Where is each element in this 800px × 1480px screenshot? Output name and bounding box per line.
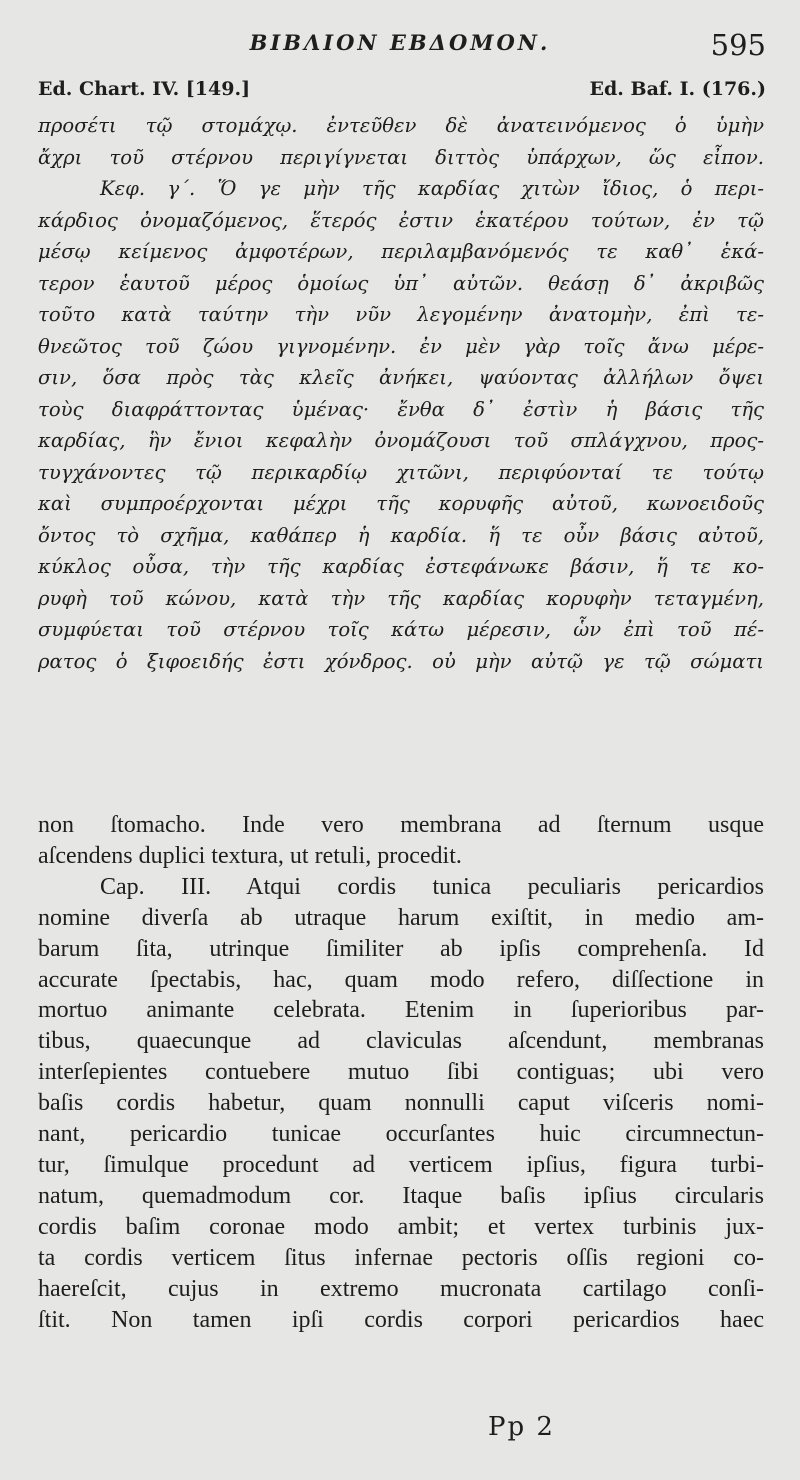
greek-line: ὄντος τὸ σχῆμα, καθάπερ ἡ καρδία. ἥ τε οὖν βάσις αὐτοῦ, <box>38 523 764 547</box>
greek-line: καὶ συμπροέρχονται μέχρι τῆς κορυφῆς αὐτοῦ, κωνοειδοῦς <box>38 492 764 515</box>
greek-line: τοὺς διαφράττοντας ὑμένας· ἔνθα δ᾽ ἐστὶν ἡ βάσις τῆς <box>38 397 764 421</box>
signature-mark: Pp 2 <box>488 1412 555 1442</box>
greek-line: κάρδιος ὀνομαζόμενος, ἕτερός ἐστιν ἑκατέρου τούτων, ἐν τῷ <box>38 208 764 232</box>
greek-line: συμφύεται τοῦ στέρνου τοῖς κάτω μέρεσιν, ὧν ἐπὶ τοῦ πέ- <box>38 618 764 641</box>
latin-line: haereſcit, cujus in extremo mucronata cartilago conſi- <box>38 1275 764 1302</box>
latin-line: nant, pericardio tunicae occurſantes huic circumnectun- <box>38 1121 764 1148</box>
latin-line: aſcendens duplici textura, ut retuli, procedit. <box>38 842 462 869</box>
latin-line: tibus, quaecunque ad claviculas aſcendunt, membranas <box>38 1028 764 1055</box>
greek-line: μέσῳ κείμενος ἀμφοτέρων, περιλαμβανόμενός τε καθ᾽ ἑκά- <box>38 240 764 263</box>
latin-line: natum, quemadmodum cor. Itaque baſis ipſius circularis <box>38 1182 764 1209</box>
greek-line: ρατος ὁ ξιφοειδής ἐστι χόνδρος. οὐ μὴν αὐτῷ γε τῷ σώματι <box>38 649 764 673</box>
greek-line: τυγχάνοντες τῷ περικαρδίῳ χιτῶνι, περιφύονταί τε τούτῳ <box>38 460 764 484</box>
greek-line: προσέτι τῷ στομάχῳ. ἐντεῦθεν δὲ ἀνατεινόμενος ὁ ὑμὴν <box>38 114 764 137</box>
greek-text-block <box>38 110 764 677</box>
page-number: 595 <box>710 28 766 62</box>
latin-line: baſis cordis habetur, quam nonnulli caput viſceris nomi- <box>38 1090 764 1117</box>
latin-line: accurate ſpectabis, hac, quam modo refero, diſſectione in <box>38 966 764 993</box>
latin-line: cordis baſim coronae modo ambit; et vertex turbinis jux- <box>38 1213 764 1240</box>
greek-line: κύκλος οὖσα, τὴν τῆς καρδίας ἐστεφάνωκε βάσιν, ἥ τε κο- <box>38 555 764 578</box>
latin-line: non ſtomacho. Inde vero membrana ad ſternum usque <box>38 812 764 838</box>
latin-text-block <box>38 810 764 1335</box>
latin-line: nomine diverſa ab utraque harum exiſtit, in medio am- <box>38 904 764 931</box>
latin-line: ta cordis verticem ſitus infernae pectoris oſſis regioni co- <box>38 1244 764 1271</box>
latin-line: interſepientes contuebere mutuo ſibi contiguas; ubi vero <box>38 1059 764 1086</box>
latin-line: mortuo animante celebrata. Etenim in ſuperioribus par- <box>38 997 764 1024</box>
running-title: ΒΙΒΛΙΟΝ ΕΒΔΟΜΟΝ. <box>249 30 551 55</box>
greek-line: ρυφὴ τοῦ κώνου, κατὰ τὴν τῆς καρδίας κορυφὴν τεταγμένη, <box>38 586 764 610</box>
greek-line: τοῦτο κατὰ ταύτην τὴν νῦν λεγομένην ἀνατομὴν, ἐπὶ τε- <box>38 303 764 326</box>
latin-line: Cap. III. Atqui cordis tunica peculiaris pericardios <box>100 873 764 900</box>
latin-line: ſtit. Non tamen ipſi cordis corpori pericardios haec <box>38 1306 764 1333</box>
greek-line: ἄχρι τοῦ στέρνου περιγίγνεται διττὸς ὑπάρχων, ὥς εἶπον. <box>38 145 764 169</box>
greek-line: Κεφ. γ΄. Ὅ γε μὴν τῆς καρδίας χιτὼν ἴδιος, ὁ περι- <box>100 177 764 200</box>
latin-line: tur, ſimulque procedunt ad verticem ipſius, figura turbi- <box>38 1151 764 1178</box>
greek-line: θνεῶτος τοῦ ζώου γιγνομένην. ἐν μὲν γὰρ τοῖς ἄνω μέρε- <box>38 334 764 358</box>
greek-line: καρδίας, ἣν ἔνιοι κεφαλὴν ὀνομάζουσι τοῦ σπλάγχνου, προς- <box>38 429 764 452</box>
edition-reference-left: Ed. Chart. IV. [149.] <box>38 78 251 100</box>
edition-reference-right: Ed. Baf. I. (176.) <box>589 78 766 100</box>
greek-line: σιν, ὅσα πρὸς τὰς κλεῖς ἀνήκει, ψαύοντας ἀλλήλων ὄψει <box>38 366 764 389</box>
greek-line: τερον ἑαυτοῦ μέρος ὁμοίως ὑπ᾽ αὐτῶν. θεάσῃ δ᾽ ἀκριβῶς <box>38 271 764 295</box>
latin-line: barum ſita, utrinque ſimiliter ab ipſis comprehenſa. Id <box>38 935 764 962</box>
